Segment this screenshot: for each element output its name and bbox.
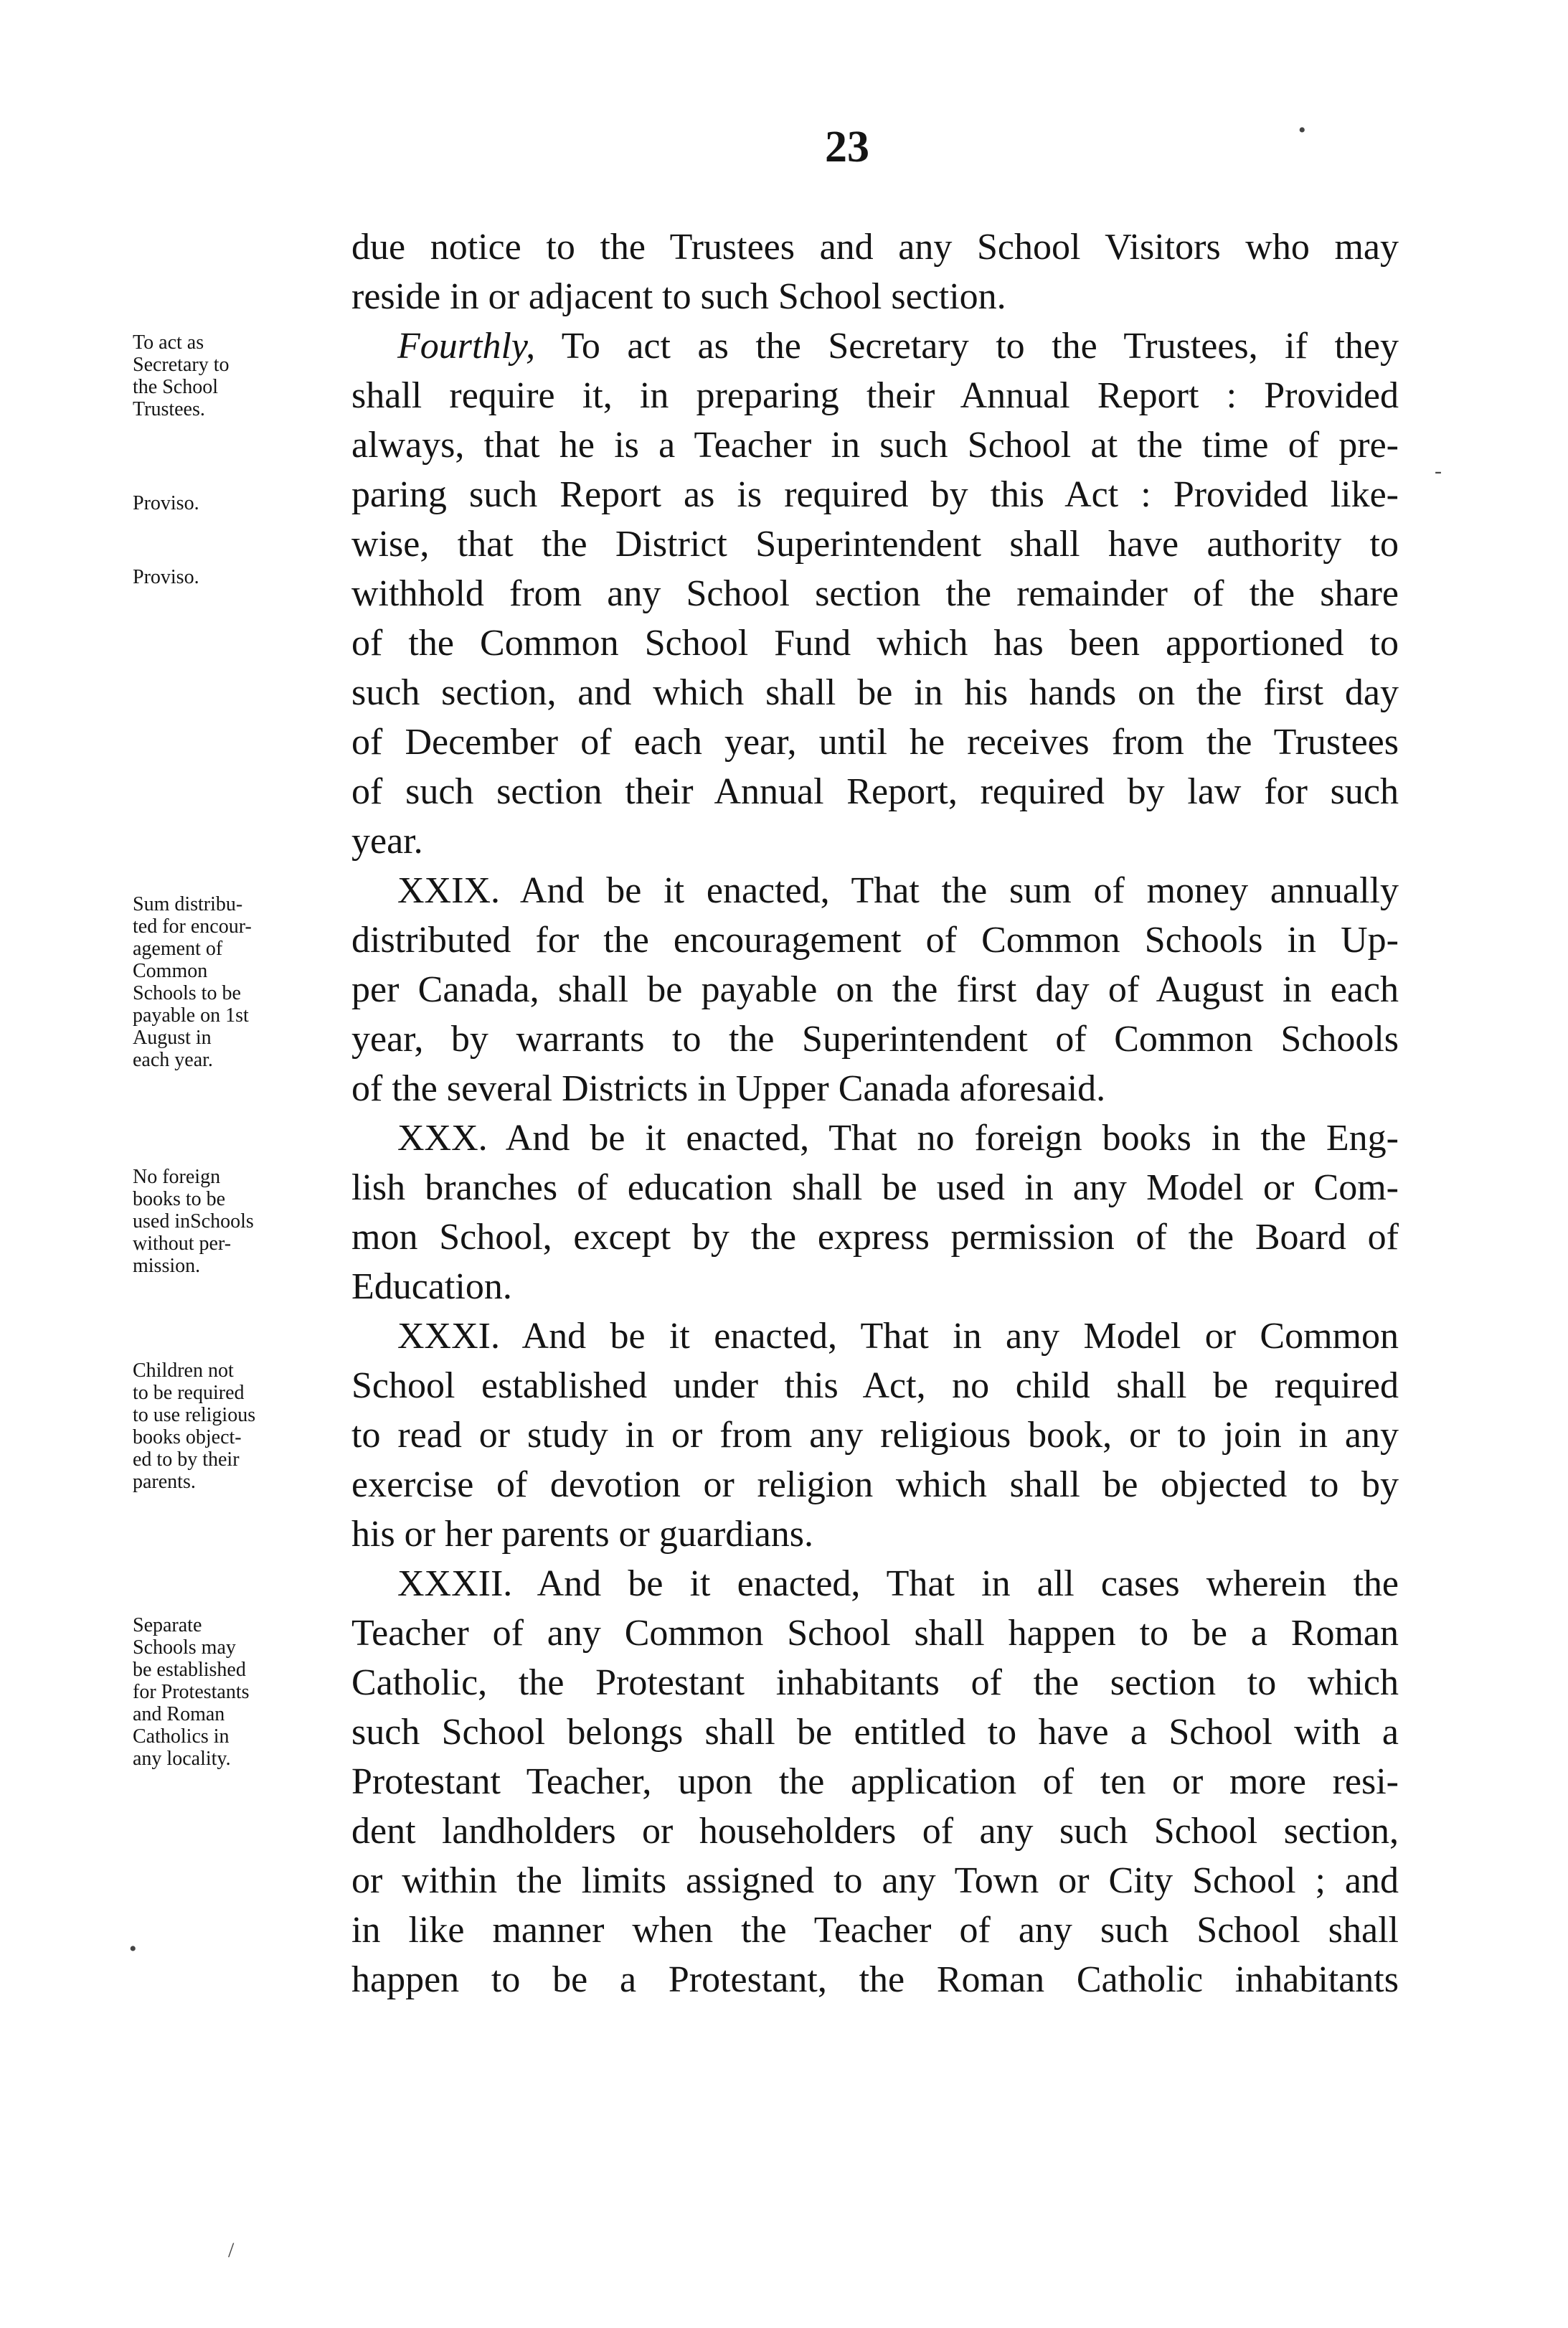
margin-note-line: agement of (133, 938, 223, 960)
margin-note-line: Catholics in (133, 1725, 230, 1748)
margin-note-line: mission. (133, 1255, 201, 1277)
text-line: such section, and which shall be in his hands on the first day (351, 672, 1399, 713)
margin-note-line: the School (133, 376, 218, 398)
margin-note-line: books object- (133, 1426, 242, 1448)
margin-note-proviso-2 (133, 566, 348, 588)
stray-mark: • (1298, 118, 1306, 142)
margin-note-line: Sum distribu- (133, 893, 243, 915)
main-text (351, 222, 1399, 2004)
text-line: Fourthly, To act as the Secretary to the Trustees, if they (397, 326, 1399, 367)
text-line: XXIX. And be it enacted, That the sum of money annually (397, 870, 1399, 911)
margin-note-sum-distributed (133, 893, 348, 1071)
margin-note-line: payable on 1st (133, 1004, 249, 1027)
text-line: dent landholders or householders of any such School section, (351, 1811, 1399, 1852)
margin-note-line: Proviso. (133, 566, 199, 588)
text-line: Protestant Teacher, upon the application of ten or more resi- (351, 1761, 1399, 1802)
margin-note-line: ed to by their (133, 1448, 240, 1471)
margin-note-line: August in (133, 1027, 212, 1049)
margin-note-proviso-1 (133, 492, 348, 514)
margin-note-line: To act as (133, 331, 204, 354)
text-line: XXX. And be it enacted, That no foreign books in the Eng- (397, 1118, 1399, 1159)
text-line: mon School, except by the express permission of the Board of (351, 1217, 1399, 1258)
margin-note-line: Schools may (133, 1636, 236, 1659)
stray-mark: / (228, 2238, 235, 2262)
margin-note-line: parents. (133, 1471, 196, 1493)
text-line: Education. (351, 1266, 512, 1307)
margin-note-line: Children not (133, 1359, 234, 1382)
margin-note-line: No foreign (133, 1166, 221, 1188)
text-line: XXXII. And be it enacted, That in all cases wherein the (397, 1563, 1399, 1604)
margin-note-line: for Protestants (133, 1681, 250, 1703)
text-line: his or her parents or guardians. (351, 1514, 814, 1555)
margin-note-line: Proviso. (133, 492, 199, 514)
text-line: wise, that the District Superintendent shall have authority to (351, 524, 1399, 565)
margin-note-line: Secretary to (133, 354, 230, 376)
margin-note-line: to be required (133, 1382, 245, 1404)
text-line: in like manner when the Teacher of any such School shall (351, 1910, 1399, 1951)
text-line: always, that he is a Teacher in such School at the time of pre- (351, 425, 1399, 466)
margin-note-line: ted for encour- (133, 915, 252, 938)
text-line: withhold from any School section the remainder of the share (351, 573, 1399, 614)
margin-note-line: Common (133, 960, 208, 982)
text-line: lish branches of education shall be used in any Model or Com- (351, 1167, 1399, 1208)
margin-note-line: used inSchools (133, 1210, 254, 1233)
text-line: year. (351, 821, 423, 862)
text-line: reside in or adjacent to such School section. (351, 276, 1006, 317)
text-line: distributed for the encouragement of Common Schools in Up- (351, 920, 1399, 961)
text-line: of the Common School Fund which has been apportioned to (351, 623, 1399, 664)
text-line: of December of each year, until he receives from the Trustees (351, 722, 1399, 763)
margin-note-line: each year. (133, 1049, 213, 1071)
stray-mark: - (1435, 459, 1442, 483)
text-line: Catholic, the Protestant inhabitants of the section to which (351, 1662, 1399, 1703)
text-line: of the several Districts in Upper Canada aforesaid. (351, 1068, 1106, 1109)
margin-note-secretary (133, 331, 348, 420)
text-line: to read or study in or from any religious book, or to join in any (351, 1415, 1399, 1456)
margin-note-line: Separate (133, 1614, 202, 1636)
text-line: such School belongs shall be entitled to have a School with a (351, 1712, 1399, 1753)
text-line: happen to be a Protestant, the Roman Catholic inhabitants (351, 1959, 1399, 2000)
margin-note-line: any locality. (133, 1748, 231, 1770)
text-line: XXXI. And be it enacted, That in any Model or Common (397, 1316, 1399, 1357)
margin-note-line: to use religious (133, 1404, 256, 1426)
margin-note-foreign-books (133, 1166, 348, 1277)
margin-note-line: Trustees. (133, 398, 205, 420)
text-line: paring such Report as is required by this Act : Provided like- (351, 474, 1399, 515)
text-line: or within the limits assigned to any Town or City School ; and (351, 1860, 1399, 1901)
margin-note-line: Schools to be (133, 982, 241, 1004)
text-line: shall require it, in preparing their Annual Report : Provided (351, 375, 1399, 416)
text-line: year, by warrants to the Superintendent of Common Schools (351, 1019, 1399, 1060)
text-line: Teacher of any Common School shall happen to be a Roman (351, 1613, 1399, 1654)
italic-lead: Fourthly, (397, 326, 536, 367)
margin-note-religious-books (133, 1359, 348, 1493)
text-line: exercise of devotion or religion which shall be objected to by (351, 1464, 1399, 1505)
stray-mark: • (129, 1937, 137, 1961)
text-line: per Canada, shall be payable on the first day of August in each (351, 969, 1399, 1010)
text-line: of such section their Annual Report, required by law for such (351, 771, 1399, 812)
margin-note-line: books to be (133, 1188, 226, 1210)
margin-note-line: without per- (133, 1233, 232, 1255)
text-line: due notice to the Trustees and any School Visitors who may (351, 227, 1399, 268)
margin-note-line: and Roman (133, 1703, 225, 1725)
margin-note-separate-schools (133, 1614, 348, 1770)
page-number: 23 (825, 123, 869, 171)
margin-note-line: be established (133, 1659, 246, 1681)
text-line: School established under this Act, no child shall be required (351, 1365, 1399, 1406)
